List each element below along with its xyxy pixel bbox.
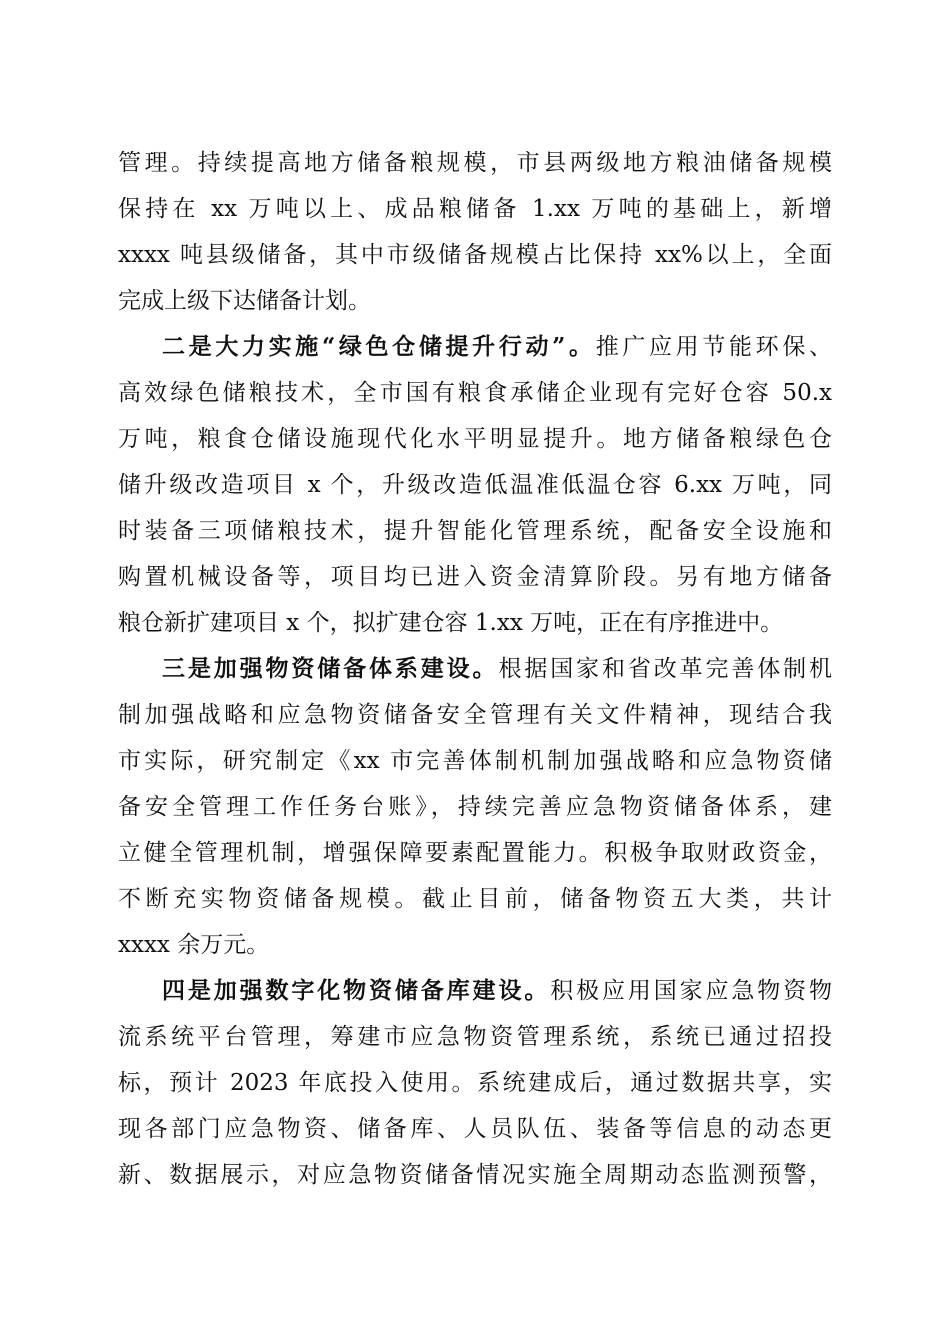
text-run: 根据国家和省改革完善体制机	[498, 656, 833, 682]
text-line: 完成上级下达储备计划。	[118, 288, 371, 314]
text-line: 时装备三项储粮技术，提升智能化管理系统，配备安全设施和	[118, 518, 832, 544]
paragraph-storage-scale	[118, 140, 832, 324]
text-line	[118, 324, 832, 370]
text-line: 标，预计 2023 年底投入使用。系统建成后，通过数据共享，实	[118, 1070, 832, 1096]
paragraph-heading: 二是大力实施“绿色仓储提升行动”。	[162, 333, 596, 360]
text-line: 立健全管理机制，增强保障要素配置能力。积极争取财政资金，	[118, 840, 832, 866]
text-line	[118, 646, 832, 692]
text-line: 流系统平台管理，筹建市应急物资管理系统，系统已通过招投	[118, 1024, 832, 1050]
text-line: 不断充实物资储备规模。截止目前，储备物资五大类，共计	[118, 886, 832, 912]
paragraph-digital-warehouse	[118, 968, 832, 1198]
text-line: 粮仓新扩建项目 x 个，拟扩建仓容 1.xx 万吨，正在有序推进中。	[118, 610, 784, 636]
text-line: 市实际，研究制定《xx 市完善体制机制加强战略和应急物资储	[118, 748, 832, 774]
text-line: 高效绿色储粮技术，全市国有粮食承储企业现有完好仓容 50.x	[118, 380, 832, 406]
text-line: 购置机械设备等，项目均已进入资金清算阶段。另有地方储备	[118, 564, 832, 590]
document-body	[118, 140, 832, 1198]
paragraph-green-storage	[118, 324, 832, 646]
text-line: 管理。持续提高地方储备粮规模，市县两级地方粮油储备规模	[118, 150, 832, 176]
text-line: 万吨，粮食仓储设施现代化水平明显提升。地方储备粮绿色仓	[118, 426, 832, 452]
text-line: 新、数据展示，对应急物资储备情况实施全周期动态监测预警，	[118, 1162, 832, 1188]
text-run: 积极应用国家应急物资物	[550, 978, 833, 1004]
text-line: 储升级改造项目 x 个，升级改造低温准低温仓容 6.xx 万吨，同	[118, 472, 832, 498]
text-line: 备安全管理工作任务台账》，持续完善应急物资储备体系，建	[118, 794, 832, 820]
text-line: 制加强战略和应急物资储备安全管理有关文件精神，现结合我	[118, 702, 832, 728]
paragraph-reserve-system	[118, 646, 832, 968]
text-line: xxxx 余万元。	[118, 932, 270, 958]
text-line	[118, 968, 832, 1014]
paragraph-heading: 三是加强物资储备体系建设。	[162, 655, 499, 682]
text-run: 推广应用节能环保、	[595, 334, 832, 360]
paragraph-heading: 四是加强数字化物资储备库建设。	[162, 977, 551, 1004]
text-line: xxxx 吨县级储备，其中市级储备规模占比保持 xx%以上，全面	[118, 242, 832, 268]
text-line: 保持在 xx 万吨以上、成品粮储备 1.xx 万吨的基础上，新增	[118, 196, 832, 222]
text-line: 现各部门应急物资、储备库、人员队伍、装备等信息的动态更	[118, 1116, 832, 1142]
